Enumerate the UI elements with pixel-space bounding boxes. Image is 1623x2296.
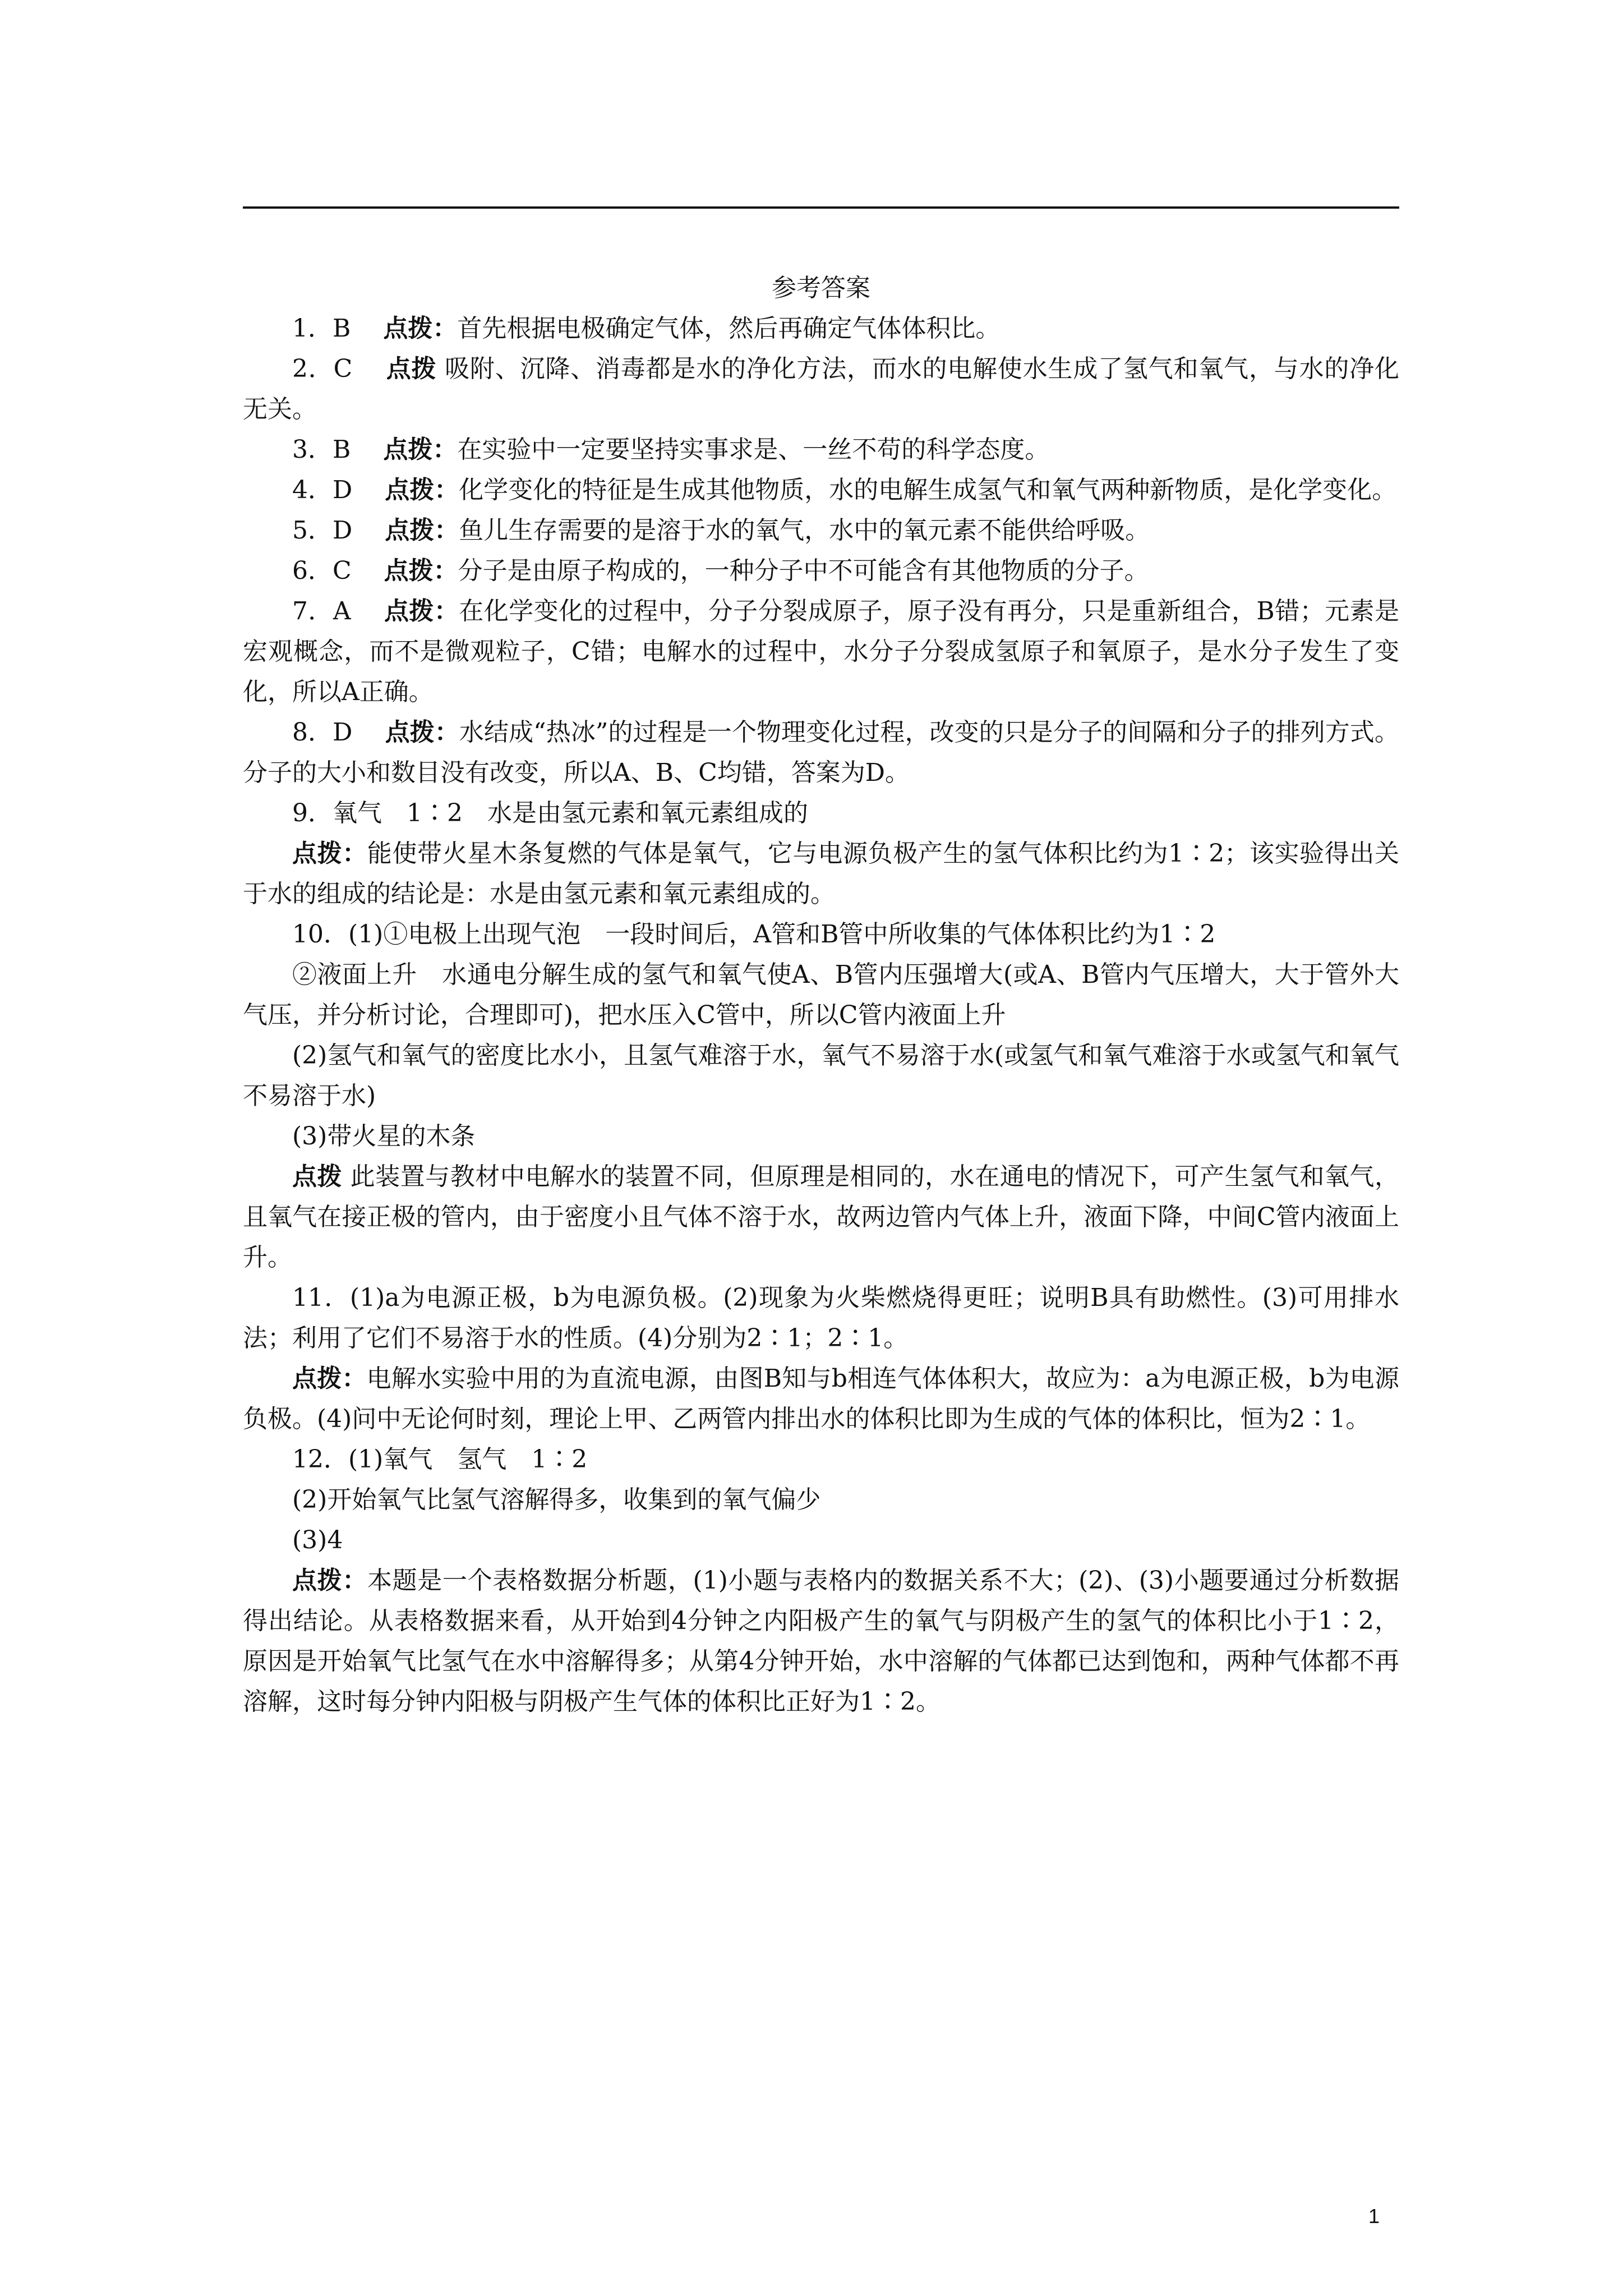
hint-label: 点拨： xyxy=(292,1566,367,1595)
header-rule xyxy=(243,206,1399,209)
answer-item-12-part-3: (3)4 xyxy=(292,1526,343,1554)
hint-text: 首先根据电极确定气体，然后再确定气体体积比。 xyxy=(457,314,1000,343)
answer-item-11: 11．(1)a为电源正极，b为电源负极。(2)现象为火柴燃烧得更旺；说明B具有助燃性。(3)可用排水法；利用了它们不易溶于水的性质。(4)分别为2∶1；2∶1。 xyxy=(243,1283,1399,1352)
hint-label: 点拨： xyxy=(383,314,458,343)
hint-text: 分子是由原子构成的，一种分子中不可能含有其他物质的分子。 xyxy=(458,556,1149,585)
hint-text: 在实验中一定要坚持实事求是、一丝不苟的科学态度。 xyxy=(457,435,1050,464)
answer-section xyxy=(243,268,1399,1722)
answer-item-3 xyxy=(243,430,1399,470)
hint-text: 水结成“热冰”的过程是一个物理变化过程，改变的只是分子的间隔和分子的排列方式。分子的大小和数目没有改变，所以A、B、C均错，答案为D。 xyxy=(243,718,1399,787)
answer-number: 4．D xyxy=(292,476,353,504)
hint-label: 点拨： xyxy=(385,476,459,504)
answer-number: 6．C xyxy=(292,556,352,585)
answer-item-1 xyxy=(243,309,1399,349)
answer-item-8 xyxy=(243,712,1399,793)
hint-10 xyxy=(243,1157,1399,1278)
hint-label: 点拨 xyxy=(292,1162,343,1191)
answer-item-10-part-2: ②液面上升 水通电分解生成的氢气和氧气使A、B管内压强增大(或A、B管内气压增大，大于管外大气压，并分析讨论，合理即可)，把水压入C管中，所以C管内液面上升 xyxy=(243,960,1399,1029)
answer-item-9: 9．氧气 1∶2 水是由氢元素和氧元素组成的 xyxy=(292,799,808,827)
hint-label: 点拨： xyxy=(384,556,458,585)
hint-text: 鱼儿生存需要的是溶于水的氧气，水中的氧元素不能供给呼吸。 xyxy=(459,516,1150,545)
hint-label: 点拨： xyxy=(292,1364,367,1393)
hint-11 xyxy=(243,1359,1399,1439)
hint-label: 点拨： xyxy=(292,839,367,868)
hint-label: 点拨： xyxy=(385,516,459,545)
answer-number: 7．A xyxy=(292,597,351,625)
hint-text: 吸附、沉降、消毒都是水的净化方法，而水的电解使水生成了氢气和氧气，与水的净化无关。 xyxy=(243,355,1400,424)
answer-item-4 xyxy=(243,470,1399,510)
page-title: 参考答案 xyxy=(772,274,870,302)
hint-9 xyxy=(243,834,1399,914)
answer-number: 8．D xyxy=(292,718,353,747)
hint-label: 点拨： xyxy=(383,435,458,464)
hint-12 xyxy=(243,1561,1399,1722)
answer-number: 3．B xyxy=(292,435,351,464)
hint-label: 点拨： xyxy=(385,718,459,747)
hint-text: 化学变化的特征是生成其他物质，水的电解生成氢气和氧气两种新物质，是化学变化。 xyxy=(459,476,1397,504)
answer-item-6 xyxy=(243,551,1399,591)
answer-number: 2．C xyxy=(292,355,353,383)
answer-number: 1．B xyxy=(292,314,351,343)
hint-text: 在化学变化的过程中，分子分裂成原子，原子没有再分，只是重新组合，B错；元素是宏观概念，而不是微观粒子，C错；电解水的过程中，水分子分裂成氢原子和氧原子，是水分子发生了变化，所以A正确。 xyxy=(243,597,1399,706)
answer-number: 5．D xyxy=(292,516,353,545)
hint-text: 此装置与教材中电解水的装置不同，但原理是相同的，水在通电的情况下，可产生氢气和氧气，且氧气在接正极的管内，由于密度小且气体不溶于水，故两边管内气体上升，液面下降，中间C管内液面上升。 xyxy=(243,1162,1400,1272)
answer-item-10-part-3: (2)氢气和氧气的密度比水小，且氢气难溶于水，氧气不易溶于水(或氢气和氧气难溶于水或氢气和氧气不易溶于水) xyxy=(243,1041,1399,1110)
answer-item-12-part-1: 12．(1)氧气 氢气 1∶2 xyxy=(292,1445,588,1474)
answer-item-10-part-1: 10．(1)①电极上出现气泡 一段时间后，A管和B管中所收集的气体体积比约为1∶2 xyxy=(292,920,1216,949)
page-number: 1 xyxy=(1368,2205,1380,2228)
answer-item-12-part-2: (2)开始氧气比氢气溶解得多，收集到的氧气偏少 xyxy=(292,1485,821,1514)
hint-label: 点拨： xyxy=(384,597,459,625)
answer-item-10-part-4: (3)带火星的木条 xyxy=(292,1122,476,1151)
hint-text: 能使带火星木条复燃的气体是氧气，它与电源负极产生的氢气体积比约为1∶2；该实验得出关于水的组成的结论是：水是由氢元素和氧元素组成的。 xyxy=(243,839,1399,908)
hint-text: 电解水实验中用的为直流电源，由图B知与b相连气体体积大，故应为：a为电源正极，b为电源负极。(4)问中无论何时刻，理论上甲、乙两管内排出水的体积比即为生成的气体的体积比，恒为2∶1。 xyxy=(243,1364,1399,1433)
answer-item-5 xyxy=(243,510,1399,551)
hint-label: 点拨 xyxy=(386,355,437,383)
answer-item-2 xyxy=(243,349,1399,430)
answer-item-7 xyxy=(243,591,1399,712)
hint-text: 本题是一个表格数据分析题，(1)小题与表格内的数据关系不大；(2)、(3)小题要通过分析数据得出结论。从表格数据来看，从开始到4分钟之内阳极产生的氧气与阴极产生的氢气的体积比小于1∶2，原因是开始氧气比氢气在水中溶解得多；从第4分钟开始，水中溶解的气体都已达到饱和，两种气体都不再溶解，这时每分钟内阳极与阴极产生气体的体积比正好为1∶2。 xyxy=(243,1566,1399,1716)
